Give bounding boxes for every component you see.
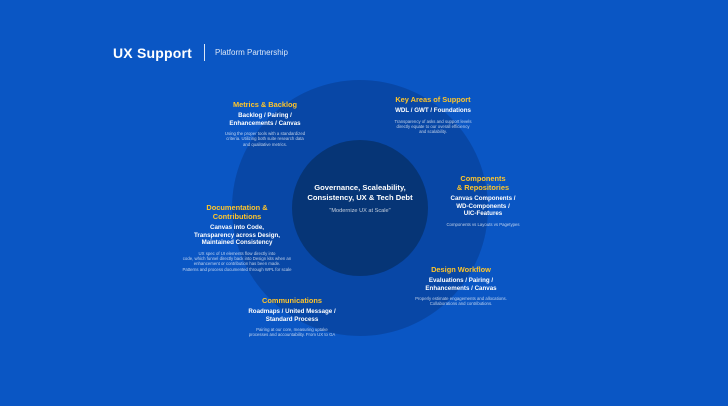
node-description: Pairing at our core, measuring uptake processes and accountability. From UX to GA — [248, 327, 336, 338]
node-description: Properly estimate engagements and allocations. Collaborations and contributions. — [415, 296, 507, 307]
node-title: Components & Repositories — [456, 174, 510, 192]
node-subtitle: Evaluations / Pairing / Enhancements / Canvas — [425, 277, 497, 292]
node-description: Transparency of asks and support levels directly equate to our overall efficiency and scalability. — [394, 118, 472, 135]
node-documentation — [177, 203, 297, 272]
node-design-workflow — [406, 265, 516, 307]
node-subtitle: Canvas into Code, Transparency across Design, Maintained Consistency — [194, 224, 280, 247]
node-key-areas — [383, 95, 483, 134]
node-description: Components vs Layouts vs Pagetypes — [446, 221, 520, 227]
page-subtitle: Platform Partnership — [215, 48, 288, 57]
node-subtitle: Roadmaps / United Message / Standard Process — [248, 308, 336, 323]
node-title: Documentation & Contributions — [206, 203, 268, 221]
node-description: Using the proper tools with a standardized criteria. Utilizing both suite research data and qualitative metrics. — [224, 131, 306, 147]
node-components — [433, 174, 533, 227]
center-quote: "Modernize UX at Scale" — [329, 208, 391, 214]
node-subtitle: WDL / GWT / Foundations — [395, 107, 471, 114]
node-description: UX spec of UI elements flow directly into code, which funnel directly back into Design kits when an enhancement or contribution has been made. Patterns and process documented through WPL for scale — [182, 250, 292, 272]
header-divider — [204, 44, 205, 61]
node-subtitle: Backlog / Pairing / Enhancements / Canvas — [229, 112, 301, 127]
node-communications — [242, 296, 342, 338]
node-subtitle: Canvas Components / WD-Components / UIC-Features — [450, 195, 516, 218]
center-title: Governance, Scaleability, Consistency, UX & Tech Debt — [307, 183, 413, 202]
page-header — [113, 44, 288, 61]
center-label — [300, 183, 420, 214]
node-title: Communications — [262, 296, 322, 305]
node-title: Design Workflow — [431, 265, 491, 274]
node-title: Key Areas of Support — [395, 95, 471, 104]
node-title: Metrics & Backlog — [232, 100, 298, 109]
page-title: UX Support — [113, 44, 192, 61]
node-metrics-backlog — [215, 100, 315, 147]
